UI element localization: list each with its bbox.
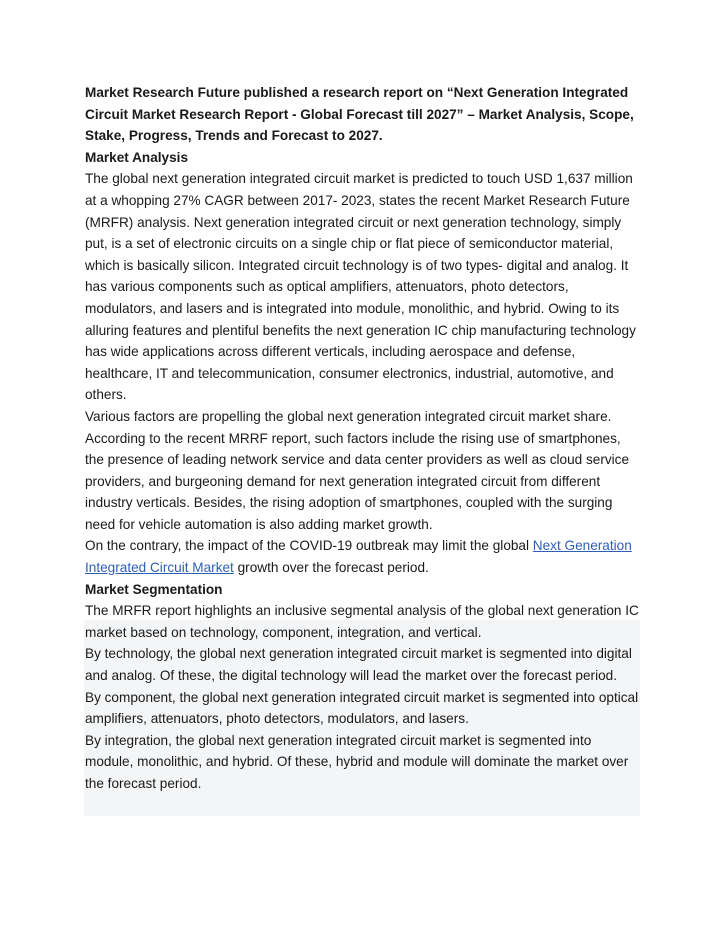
segmentation-paragraph-2: By technology, the global next generation integrated circuit market is segmented into digital and analog. Of these, the digital technology will lead the market over the forecast period. (85, 646, 632, 684)
segmentation-paragraph-1: The MRFR report highlights an inclusive segmental analysis of the global next generation IC market based on technology, component, integration, and vertical. (85, 603, 639, 640)
market-report-link[interactable]: Next Generation Integrated Circuit Market (85, 538, 632, 576)
market-segmentation-heading: Market Segmentation (85, 581, 223, 597)
segmentation-paragraph-4: By integration, the global next generation integrated circuit market is segmented into module, monolithic, and hybrid. Of these, hybrid and module will dominate the market over the forecast period. (85, 732, 629, 791)
segmentation-paragraph-3: By component, the global next generation integrated circuit market is segmented into optical amplifiers, attenuators, photo detectors, modulators, and lasers. (85, 689, 639, 727)
market-analysis-heading: Market Analysis (85, 149, 189, 165)
analysis-p3-after: growth over the forecast period. (233, 560, 429, 576)
analysis-p3-before: On the contrary, the impact of the COVID-19 outbreak may limit the global (85, 538, 533, 554)
analysis-paragraph-3 (85, 535, 640, 578)
analysis-paragraph-2: Various factors are propelling the global next generation integrated circuit market share. According to the recent MRRF report, such factors include the rising use of smartphones, the presence of leading network service and data center providers as well as cloud service providers, and burgeoning demand for next generation integrated circuit from different industry verticals. Besides, the rising adoption of smartphones, coupled with the surging need for vehicle automation is also adding market growth. (85, 408, 630, 532)
document-body (85, 82, 640, 795)
analysis-paragraph-1: The global next generation integrated circuit market is predicted to touch USD 1,637 million at a whopping 27% CAGR between 2017- 2023, states the recent Market Research Future (MRFR) analysis. Next generation integrated circuit or next generation technology, simply put, is a set of electronic circuits on a single chip or flat piece of semiconductor material, which is basically silicon. Integrated circuit technology is of two types- digital and analog. It has various components such as optical amplifiers, attenuators, photo detectors, modulators, and lasers and is integrated into module, monolithic, and hybrid. Owing to its alluring features and plentiful benefits the next generation IC chip manufacturing technology has wide applications across different verticals, including aerospace and defense, healthcare, IT and telecommunication, consumer electronics, industrial, automotive, and others. (85, 171, 636, 403)
intro-paragraph: Market Research Future published a research report on “Next Generation Integrated Circuit Market Research Report - Global Forecast till 2027” – Market Analysis, Scope, Stake, Progress, Trends and Forecast to 2027. (85, 85, 634, 144)
